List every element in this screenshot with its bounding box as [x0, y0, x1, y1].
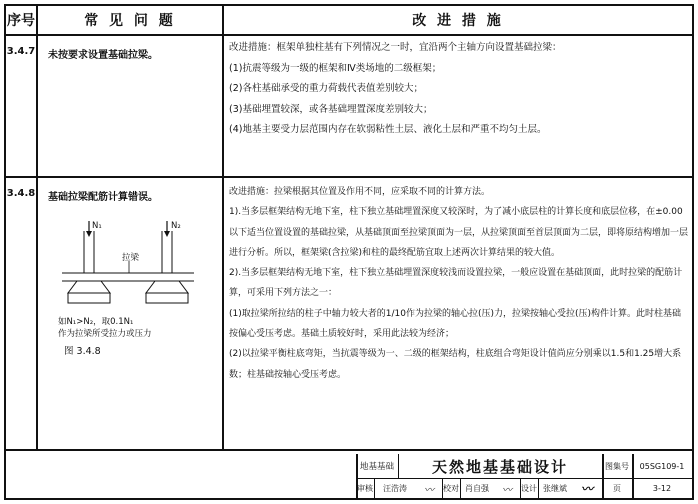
row-measure — [229, 182, 689, 385]
designer-name: 张继斌 — [543, 484, 567, 493]
n1-label: N₁ — [92, 221, 102, 231]
title-block-border — [520, 479, 521, 498]
measure-line: (1)取拉梁所拉结的柱子中轴力较大者的1/10作为拉梁的轴心拉(压)力，拉梁按轴心受拉(压)构件计算。此时柱基础按偏心受压考虑。基础土质较好时，采用此法较为经济； — [229, 308, 682, 340]
title-block — [356, 454, 692, 498]
reviewer-signature: 〰 — [424, 485, 434, 496]
category-label: 地基基础 — [359, 462, 394, 472]
measure-line: 2).当多层框架结构无地下室，柱下独立基础埋置深度较浅而设置拉梁，一般应设置在基础顶面，此时拉梁的配筋计算，可采用下列方法之一： — [229, 268, 683, 299]
column-divider — [222, 6, 224, 450]
figure-note: 作为拉梁所受拉力或压力 — [58, 329, 152, 339]
measure-line: (2)各柱基础承受的重力荷载代表值差别较大； — [229, 83, 423, 94]
check-label: 校对 — [443, 484, 459, 493]
header-measure: 改 进 措 施 — [412, 13, 504, 29]
figure-note: 如N₁>N₂，取0.1N₁ — [58, 317, 134, 327]
reviewer-name: 汪浩涛 — [383, 484, 407, 493]
page-number: 3-12 — [652, 484, 672, 493]
drawing-title: 天然地基基础设计 — [431, 457, 568, 476]
header-problem: 常 见 问 题 — [84, 13, 176, 29]
row-number: 3.4.7 — [6, 46, 36, 57]
row-measure — [229, 38, 689, 141]
measure-line: 改进措施：框架单独柱基有下列情况之一时，宜沿两个主轴方向设置基础拉梁： — [229, 42, 562, 53]
measure-line: (2)以拉梁平衡柱底弯矩，当抗震等级为一、二级的框架结构，柱底组合弯矩设计值尚应分别乘以1.5和1.25增大系数；柱基础按轴心受压考虑。 — [229, 349, 682, 380]
measure-line: 1).当多层框架结构无地下室，柱下独立基础埋置深度又较深时，为了减小底层柱的计算长度和底层位移，在±0.00以下适当位置设置的基础拉梁，从基础顶面至拉梁顶面为一层，从拉梁顶面至首层顶面为二层，即将原结构增加一层进行分析。所以，框架梁(含拉梁)和柱的最终配筋宜取上述两次计算结果的较大值。 — [229, 207, 689, 258]
page-label: 页 — [613, 484, 621, 493]
left-footing — [68, 281, 110, 293]
title-block-border — [374, 479, 375, 498]
foundation-beam-drawing — [44, 221, 214, 311]
review-label: 审核 — [357, 484, 373, 493]
n1-arrowhead — [86, 231, 92, 237]
n2-arrowhead — [164, 231, 170, 237]
right-footing-base — [146, 293, 188, 303]
table-header — [6, 6, 692, 36]
measure-line: (3)基础埋置较深，或各基础埋置深度差别较大； — [229, 103, 433, 115]
measure-line: 改进措施：拉梁根据其位置及作用不同，应采取不同的计算方法。 — [229, 187, 491, 197]
measure-line: (4)地基主要受力层范围内存在软弱粘性土层、液化土层和严重不均匀土层。 — [229, 124, 547, 135]
row-divider — [6, 449, 692, 451]
designer-signature: 〰 — [580, 482, 593, 496]
figure-caption: 图 3.4.8 — [64, 346, 101, 357]
beam-label: 拉梁 — [122, 253, 140, 263]
row-divider — [6, 176, 692, 178]
left-footing-base — [68, 293, 110, 303]
row-problem: 未按要求设置基础拉梁。 — [48, 50, 158, 61]
right-footing — [146, 281, 188, 293]
atlas-number: 05SG109-1 — [639, 461, 685, 471]
design-label: 设计 — [521, 484, 537, 493]
title-block-border — [538, 479, 539, 498]
title-block-border — [460, 479, 461, 498]
row-problem: 基础拉梁配筋计算错误。 — [48, 192, 158, 203]
atlas-label: 图集号 — [605, 461, 629, 471]
measure-line: (1)抗震等级为一级的框架和Ⅳ类场地的二级框架； — [229, 62, 442, 74]
foundation-beam-figure — [44, 221, 214, 357]
drawing-frame — [4, 4, 694, 500]
checker-signature: 〰 — [502, 485, 512, 496]
title-block-border — [442, 479, 443, 498]
column-divider — [36, 6, 38, 450]
row-number: 3.4.8 — [6, 188, 36, 199]
header-number: 序号 — [7, 13, 35, 29]
n2-label: N₂ — [171, 221, 181, 231]
checker-name: 肖自强 — [465, 484, 489, 493]
